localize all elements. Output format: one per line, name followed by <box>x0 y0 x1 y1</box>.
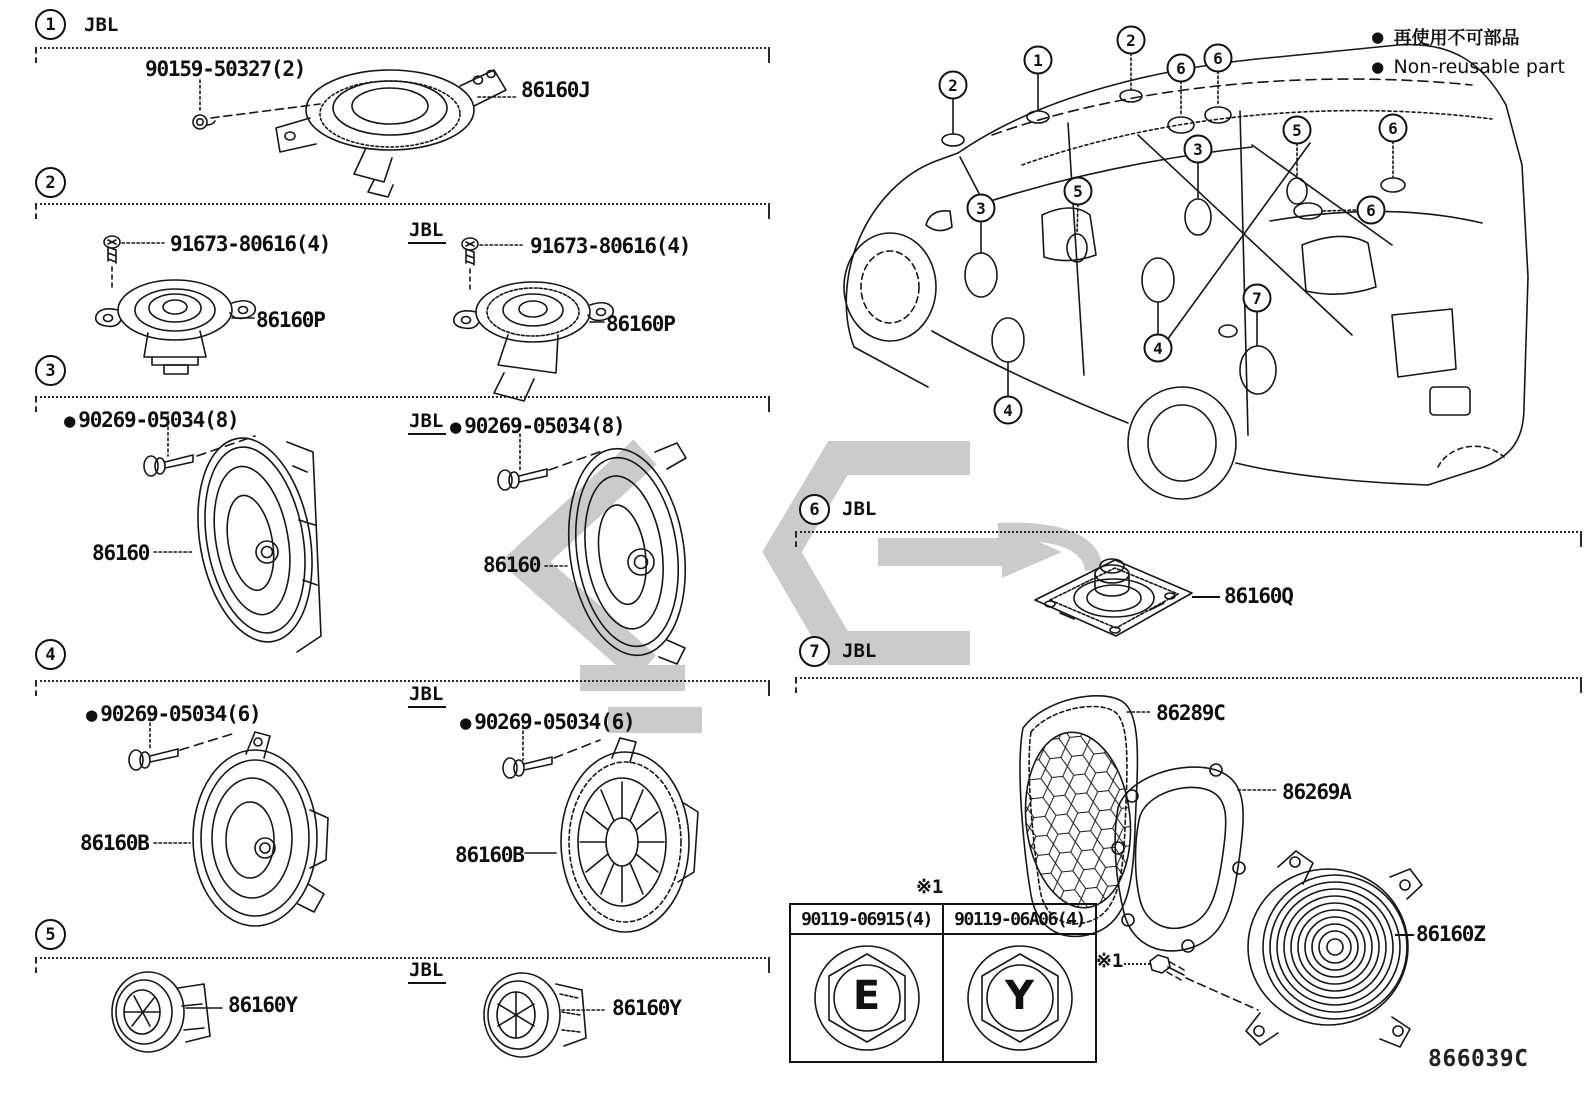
callout-number: 5 <box>1073 182 1083 201</box>
non-reusable-bullet: ● <box>86 704 97 726</box>
section-5-jbl-label: JBL <box>408 959 446 984</box>
tweeter-86160y-right-drawing <box>484 973 604 1057</box>
callout-number: 2 <box>1126 31 1136 50</box>
note-ref-screw: ※1 <box>1096 950 1124 972</box>
callout-number: 6 <box>1176 59 1186 78</box>
vehicle-overview-drawing <box>832 15 1572 510</box>
callout-number: 1 <box>1033 51 1043 70</box>
fastener-cell-y <box>944 935 1095 1061</box>
speaker-86160p-left-drawing <box>96 236 256 374</box>
speaker-86160b-left-drawing <box>154 732 328 926</box>
section-4-number-text: 4 <box>45 644 56 665</box>
bolt-head-mark: Y <box>1005 973 1034 1019</box>
part-label-86160p-left: 86160P <box>256 308 325 332</box>
part-label-86160y-left: 86160Y <box>228 993 297 1017</box>
bolt-head-mark: E <box>852 973 881 1019</box>
part-label-86160b-right: 86160B <box>455 843 524 867</box>
part-label-86160b-left: 86160B <box>80 831 149 855</box>
non-reusable-bullet: ● <box>450 416 461 438</box>
part-label-86289c: 86289C <box>1156 701 1225 725</box>
non-reusable-bullet: ● <box>1372 25 1384 48</box>
section-2-bracket <box>35 203 770 221</box>
callout-number: 6 <box>1366 201 1376 220</box>
callout-circles <box>940 27 1407 424</box>
part-label-86160j: 86160J <box>521 78 590 102</box>
legend-row-en <box>1372 56 1565 78</box>
screw-icon-note1 <box>1150 955 1258 1010</box>
section-5-drawing <box>70 960 710 1095</box>
fastener-part-number: 90119-06915(4) <box>791 905 944 933</box>
part-label-86160p-right: 86160P <box>606 312 675 336</box>
part-label-86160-right: 86160 <box>483 553 541 577</box>
section-7-number <box>799 636 830 667</box>
fastener-part-number: 90119-06A06(4) <box>954 909 1085 930</box>
callout-number: 3 <box>976 199 986 218</box>
speaker-86160p-right-drawing <box>454 238 614 401</box>
legend-jp-text: 再使用不可部品 <box>1393 28 1520 49</box>
woofer-86160z-drawing <box>1140 835 1440 1065</box>
part-label-86160y-right: 86160Y <box>612 996 681 1020</box>
non-reusable-bullet: ● <box>64 410 75 432</box>
section-6-number-text: 6 <box>809 499 820 520</box>
section-5-number <box>35 919 66 950</box>
part-label-86160-left: 86160 <box>92 541 150 565</box>
legend-row-jp <box>1372 24 1565 50</box>
fastener-label-90269-8-left <box>64 408 238 432</box>
part-label-86160q: 86160Q <box>1224 584 1293 608</box>
section-4-drawing <box>60 690 740 955</box>
fastener-table <box>789 903 1097 1063</box>
section-1-number <box>35 9 66 40</box>
speaker-location-markers <box>942 90 1405 394</box>
fastener-table-header <box>791 905 1095 935</box>
note-ref-table: ※1 <box>916 876 944 898</box>
part-label-86160z: 86160Z <box>1416 922 1485 946</box>
fastener-label-90159: 90159-50327(2) <box>145 57 306 81</box>
fastener-label-90269-8-right <box>450 414 624 438</box>
rivet-icon-right <box>498 434 605 490</box>
callout-number: 2 <box>948 76 958 95</box>
section-6-number <box>799 494 830 525</box>
diagram-code: 866039C <box>1428 1046 1529 1072</box>
callout-number: 4 <box>1003 401 1013 420</box>
section-1-number-text: 1 <box>45 14 56 35</box>
callout-number: 4 <box>1153 339 1163 358</box>
callout-number: 6 <box>1213 49 1223 68</box>
section-4-number <box>35 639 66 670</box>
fastener-text: 90269-05034(6) <box>100 702 261 726</box>
non-reusable-bullet: ● <box>1372 55 1384 78</box>
fastener-table-body <box>791 935 1095 1061</box>
section-3-jbl-label: JBL <box>408 410 446 435</box>
fastener-text: 90269-05034(8) <box>78 408 239 432</box>
section-7-bracket <box>795 677 1582 695</box>
speaker-86160q-drawing <box>1020 538 1220 643</box>
tweeter-86160y-left-drawing <box>112 972 222 1052</box>
section-1-jbl-label: JBL <box>84 14 119 36</box>
section-2-number <box>35 167 66 198</box>
non-reusable-bullet: ● <box>460 712 471 734</box>
callout-number: 7 <box>1252 289 1262 308</box>
callout-leader-lines <box>953 53 1393 396</box>
legend-en-text: Non-reusable part <box>1393 56 1565 78</box>
section-7-jbl-label: JBL <box>842 640 877 662</box>
fastener-label-90269-6-right <box>460 710 634 734</box>
callout-number: 3 <box>1193 140 1203 159</box>
vehicle-body-sketch <box>844 45 1528 499</box>
speaker-86160-left-drawing <box>154 429 327 652</box>
callout-number: 6 <box>1388 119 1398 138</box>
section-3-drawing <box>55 400 755 670</box>
fastener-text: 90269-05034(6) <box>474 710 635 734</box>
speaker-86160-right-drawing <box>545 441 698 664</box>
part-label-86269a: 86269A <box>1282 780 1351 804</box>
section-3-number <box>35 355 66 386</box>
legend <box>1372 24 1565 78</box>
section-2-jbl-label: JBL <box>408 219 446 244</box>
bolt-icon <box>193 80 320 129</box>
section-7-number-text: 7 <box>809 641 820 662</box>
section-5-number-text: 5 <box>45 924 56 945</box>
section-2-number-text: 2 <box>45 172 56 193</box>
section-3-number-text: 3 <box>45 360 56 381</box>
fastener-label-91673-right: 91673-80616(4) <box>530 234 691 258</box>
speaker-86160b-right-drawing <box>525 738 698 932</box>
fastener-cell-e <box>791 935 944 1061</box>
fastener-text: 90269-05034(8) <box>464 414 625 438</box>
section-6-jbl-label: JBL <box>842 498 877 520</box>
fastener-label-90269-6-left <box>86 702 260 726</box>
fastener-label-91673-left: 91673-80616(4) <box>170 232 331 256</box>
leader-86160z <box>1395 934 1413 936</box>
section-4-jbl-label: JBL <box>408 683 446 708</box>
callout-number: 5 <box>1292 121 1302 140</box>
speaker-86160j-drawing <box>276 70 516 197</box>
woofer-body <box>1246 851 1422 1047</box>
